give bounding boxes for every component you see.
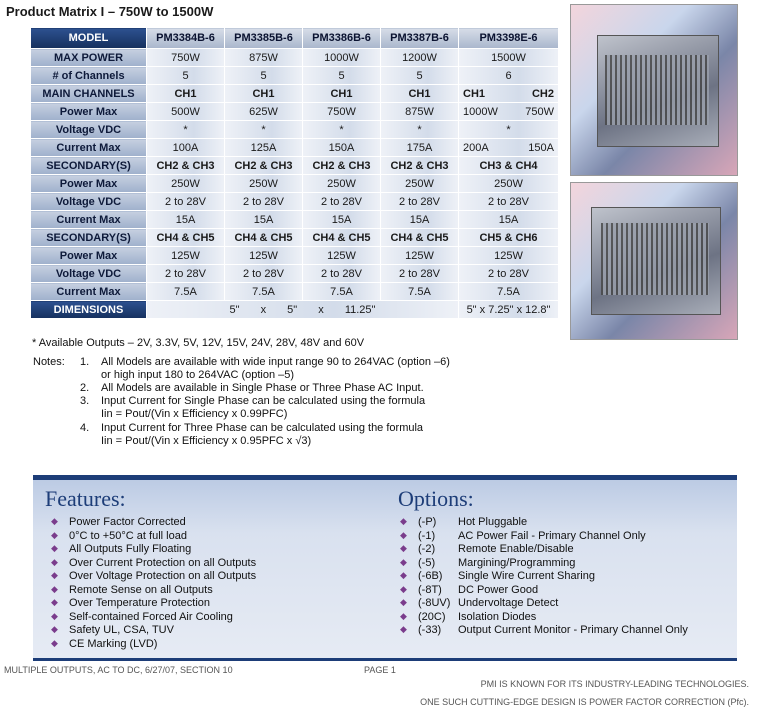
diamond-bullet-icon: ◆ [51,611,58,621]
option-text: AC Power Fail - Primary Channel Only [458,530,646,542]
table-cell: 250W [303,175,381,193]
feature-text: Remote Sense on all Outputs [69,584,213,596]
table-cell: 875W [381,103,459,121]
feature-text: All Outputs Fully Floating [69,543,192,555]
table-cell: 150A [303,139,381,157]
table-cell: 5" x 7.25" x 12.8" [459,301,559,319]
option-code: (-P) [418,516,437,528]
available-outputs-note: * Available Outputs – 2V, 3.3V, 5V, 12V, 15V, 24V, 28V, 48V and 60V [32,337,365,349]
table-cell: 150A [528,141,554,154]
option-code: (20C) [418,611,446,623]
diamond-bullet-icon: ◆ [51,584,58,594]
diamond-bullet-icon: ◆ [400,543,407,553]
table-cell: CH3 & CH4 [459,157,559,175]
option-text: Margining/Programming [458,557,576,569]
note-text: All Models are available in Single Phase or Three Phase AC Input. [101,382,424,394]
note-text [101,395,481,421]
note-text [101,422,481,448]
table-cell: 125A [225,139,303,157]
table-cell: 2 to 28V [459,193,559,211]
feature-text: Safety UL, CSA, TUV [69,624,174,636]
table-row [31,175,559,193]
table-row [31,265,559,283]
note-line: Iin = Pout/(Vin x Efficiency x 0.99PFC) [101,408,288,420]
table-cell: 7.5A [147,283,225,301]
table-cell: CH5 & CH6 [459,229,559,247]
product-photo-bottom [570,182,738,340]
diamond-bullet-icon: ◆ [400,597,407,607]
note-number: 1. [80,356,90,368]
column-header-model: MODEL [31,28,147,49]
table-cell: 625W [225,103,303,121]
table-cell: CH4 & CH5 [147,229,225,247]
table-cell: CH1 [463,87,486,100]
table-cell: 5 [147,67,225,85]
column-header: PM3386B-6 [303,28,381,49]
table-cell: 2 to 28V [225,265,303,283]
notes-label: Notes: [33,356,65,368]
table-cell: 125W [147,247,225,265]
table-cell: 750W [147,49,225,67]
table-cell: CH1 [303,85,381,103]
diamond-bullet-icon: ◆ [400,530,407,540]
diamond-bullet-icon: ◆ [400,611,407,621]
note-number: 4. [80,422,90,434]
table-cell: 750W [525,105,554,118]
note-number: 3. [80,395,90,407]
option-text: Undervoltage Detect [458,597,559,609]
table-cell: * [147,121,225,139]
table-cell: 1000W [463,105,498,118]
option-text: Single Wire Current Sharing [458,570,595,582]
table-cell: CH1 [225,85,303,103]
option-text: Remote Enable/Disable [458,543,574,555]
table-cell: 2 to 28V [303,265,381,283]
row-label: Current Max [31,283,147,301]
table-row [31,193,559,211]
dimensions-value: 5" x 5" x 11.25" [229,303,376,316]
row-label: # of Channels [31,67,147,85]
row-label: Current Max [31,139,147,157]
note-line: Input Current for Single Phase can be calculated using the formula [101,395,426,407]
table-cell: CH2 & CH3 [147,157,225,175]
row-label: SECONDARY(S) [31,229,147,247]
note-number: 2. [80,382,90,394]
diamond-bullet-icon: ◆ [51,557,58,567]
product-matrix-table [30,27,559,319]
table-cell-split [459,103,559,121]
options-heading: Options: [398,486,474,511]
table-row [31,49,559,67]
table-row [31,67,559,85]
note-item [80,395,500,423]
row-label: Current Max [31,211,147,229]
table-cell: CH4 & CH5 [225,229,303,247]
table-cell: 125W [459,247,559,265]
table-cell: 250W [147,175,225,193]
table-cell: 500W [147,103,225,121]
note-line: All Models are available with wide input range 90 to 264VAC (option –6) [101,356,450,368]
column-header: PM3384B-6 [147,28,225,49]
table-cell: 2 to 28V [459,265,559,283]
row-label: Voltage VDC [31,121,147,139]
diamond-bullet-icon: ◆ [400,557,407,567]
table-cell [147,301,459,319]
diamond-bullet-icon: ◆ [51,638,58,648]
table-row [31,103,559,121]
note-text [101,356,481,382]
option-text: Output Current Monitor - Primary Channel Only [458,624,688,636]
table-cell: 1200W [381,49,459,67]
diamond-bullet-icon: ◆ [400,624,407,634]
table-row [31,211,559,229]
table-cell: CH2 [531,87,554,100]
table-row [31,301,559,319]
table-cell: 2 to 28V [381,193,459,211]
row-label: MAIN CHANNELS [31,85,147,103]
diamond-bullet-icon: ◆ [51,624,58,634]
diamond-bullet-icon: ◆ [400,570,407,580]
note-item [80,382,500,396]
footer-section-label: MULTIPLE OUTPUTS, AC TO DC, 6/27/07, SECTION 10 [4,665,233,675]
table-row [31,139,559,157]
option-code: (-33) [418,624,442,636]
table-cell: CH2 & CH3 [225,157,303,175]
table-row [31,229,559,247]
row-label: SECONDARY(S) [31,157,147,175]
diamond-bullet-icon: ◆ [51,570,58,580]
table-cell: 15A [147,211,225,229]
table-cell: 125W [303,247,381,265]
row-label: MAX POWER [31,49,147,67]
option-text: Hot Pluggable [458,516,528,528]
table-cell: 250W [225,175,303,193]
table-cell: 250W [459,175,559,193]
table-cell: 250W [381,175,459,193]
diamond-bullet-icon: ◆ [51,597,58,607]
table-cell: 15A [303,211,381,229]
option-code: (-1) [418,530,436,542]
column-header: PM3387B-6 [381,28,459,49]
table-cell: 7.5A [381,283,459,301]
table-cell: 200A [463,141,489,154]
row-label: Voltage VDC [31,265,147,283]
features-options-panel [33,475,737,661]
feature-text: Over Current Protection on all Outputs [69,557,257,569]
table-cell: 2 to 28V [147,193,225,211]
table-cell: * [381,121,459,139]
column-header: PM3398E-6 [459,28,559,49]
table-cell: 1000W [303,49,381,67]
table-cell: CH2 & CH3 [303,157,381,175]
diamond-bullet-icon: ◆ [400,516,407,526]
footer-page-number: PAGE 1 [364,665,396,675]
feature-text: Over Temperature Protection [69,597,211,609]
table-cell: CH2 & CH3 [381,157,459,175]
column-header: PM3385B-6 [225,28,303,49]
footer-tagline-2: ONE SUCH CUTTING-EDGE DESIGN IS POWER FACTOR CORRECTION (Pfc). [420,697,749,707]
table-cell: 125W [225,247,303,265]
feature-text: CE Marking (LVD) [69,638,158,650]
table-cell: 7.5A [459,283,559,301]
table-row [31,85,559,103]
table-header-row [31,28,559,49]
table-cell: 1500W [459,49,559,67]
table-cell: 15A [459,211,559,229]
table-cell: 175A [381,139,459,157]
table-row [31,283,559,301]
table-cell: 2 to 28V [147,265,225,283]
row-label: Power Max [31,103,147,121]
page-title: Product Matrix I – 750W to 1500W [6,4,214,19]
table-cell: * [225,121,303,139]
table-cell: 750W [303,103,381,121]
table-cell-split [459,85,559,103]
table-row [31,157,559,175]
product-photo-top [570,4,738,176]
feature-text: Self-contained Forced Air Cooling [69,611,233,623]
table-cell: 125W [381,247,459,265]
table-cell: 5 [225,67,303,85]
table-cell: 2 to 28V [381,265,459,283]
diamond-bullet-icon: ◆ [51,543,58,553]
table-cell: 7.5A [303,283,381,301]
option-text: Isolation Diodes [458,611,537,623]
table-cell: * [459,121,559,139]
table-cell: 2 to 28V [225,193,303,211]
features-heading: Features: [45,486,126,511]
feature-text: Power Factor Corrected [69,516,186,528]
table-cell: * [303,121,381,139]
table-cell: 6 [459,67,559,85]
diamond-bullet-icon: ◆ [51,530,58,540]
option-code: (-5) [418,557,436,569]
table-row [31,121,559,139]
feature-text: 0°C to +50°C at full load [69,530,187,542]
diamond-bullet-icon: ◆ [51,516,58,526]
note-line: Iin = Pout/(Vin x Efficiency x 0.95PFC x √3) [101,435,312,447]
table-row [31,247,559,265]
table-cell: CH4 & CH5 [303,229,381,247]
table-cell: CH4 & CH5 [381,229,459,247]
note-item [80,422,500,450]
note-item [80,356,500,384]
table-cell: CH1 [381,85,459,103]
option-code: (-8T) [418,584,442,596]
table-cell: 875W [225,49,303,67]
table-cell: 100A [147,139,225,157]
row-label: Voltage VDC [31,193,147,211]
option-code: (-6B) [418,570,443,582]
option-code: (-2) [418,543,436,555]
table-cell: 15A [381,211,459,229]
row-label: DIMENSIONS [31,301,147,319]
table-cell: 15A [225,211,303,229]
table-cell: CH1 [147,85,225,103]
note-line: Input Current for Three Phase can be calculated using the formula [101,422,424,434]
footer-tagline-1: PMI IS KNOWN FOR ITS INDUSTRY-LEADING TECHNOLOGIES. [480,679,749,689]
note-line: or high input 180 to 264VAC (option –5) [101,369,295,381]
table-cell: 5 [381,67,459,85]
option-text: DC Power Good [458,584,539,596]
feature-text: Over Voltage Protection on all Outputs [69,570,257,582]
table-cell: 2 to 28V [303,193,381,211]
row-label: Power Max [31,175,147,193]
diamond-bullet-icon: ◆ [400,584,407,594]
table-cell: 7.5A [225,283,303,301]
row-label: Power Max [31,247,147,265]
table-cell: 5 [303,67,381,85]
table-cell-split [459,139,559,157]
option-code: (-8UV) [418,597,451,609]
